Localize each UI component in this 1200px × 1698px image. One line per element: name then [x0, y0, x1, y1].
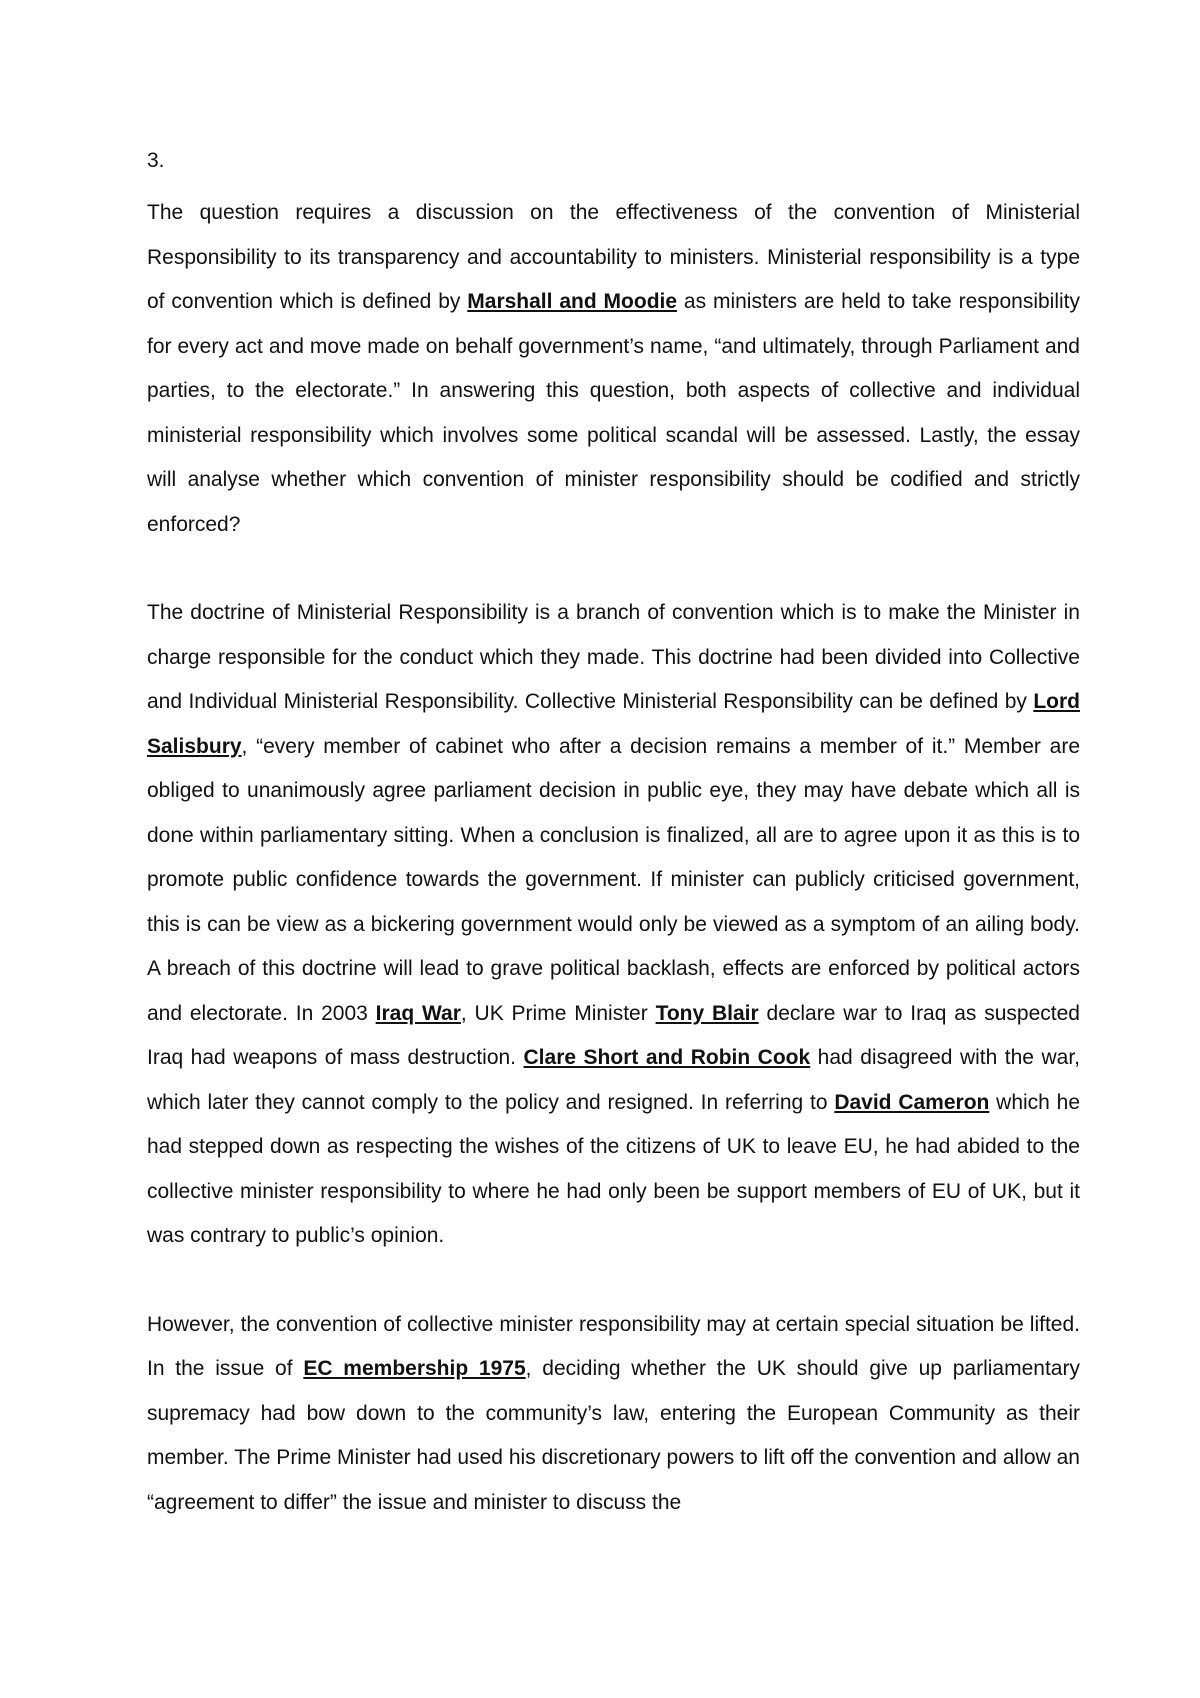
body-paragraph [147, 591, 1080, 1259]
case-reference: Marshall and Moodie [467, 290, 678, 313]
case-reference: EC membership 1975 [303, 1357, 526, 1380]
paragraph-text: had disagreed with the war, which later they cannot comply to the policy and resigned. In referring to [147, 1046, 1080, 1114]
case-reference: Lord Salisbury [147, 690, 1080, 758]
document-body [147, 191, 1080, 1525]
paragraph-text: , UK Prime Minister [460, 1001, 656, 1025]
case-reference: Tony Blair [655, 1001, 759, 1025]
case-reference: Iraq War [375, 1001, 461, 1025]
paragraph-text: The question requires a discussion on the effectiveness of the convention of Ministerial Responsibility to its transparency and accountability to ministers. Ministerial responsibility is a type of convention which is defined by [147, 201, 1080, 313]
case-reference: David Cameron [834, 1090, 990, 1114]
body-paragraph [147, 1303, 1080, 1526]
paragraph-text: as ministers are held to take responsibility for every act and move made on behalf government’s name, “and ultimately, through Parliament and parties, to the electorate.” In answering this question, both aspects of collective and individual ministerial responsibility which involves some political scandal will be assessed. Lastly, the essay will analyse whether which convention of minister responsibility should be codified and strictly enforced? [147, 290, 1080, 536]
paragraph-text: However, the convention of collective minister responsibility may at certain special situation be lifted. In the issue of [147, 1312, 1080, 1380]
paragraph-text: declare war to Iraq as suspected Iraq had weapons of mass destruction. [147, 1001, 1080, 1069]
case-reference: Clare Short and Robin Cook [523, 1046, 811, 1069]
paragraph-text: which he had stepped down as respecting the wishes of the citizens of UK to leave EU, he had abided to the collective minister responsibility to where he had only been be support members of EU of UK, but it was contrary to public’s opinion. [147, 1090, 1081, 1247]
question-number: 3. [147, 149, 165, 172]
paragraph-text: , “every member of cabinet who after a decision remains a member of it.” Member are obliged to unanimously agree parliament decision in public eye, they may have debate which all is done within parliamentary sitting. When a conclusion is finalized, all are to agree upon it as this is to promote public confidence towards the government. If minister can publicly criticised government, this is can be view as a bickering government would only be viewed as a symptom of an ailing body. A breach of this doctrine will lead to grave political backlash, effects are enforced by political actors and electorate. In 2003 [147, 734, 1080, 1025]
paragraph-text: The doctrine of Ministerial Responsibility is a branch of convention which is to make the Minister in charge responsible for the conduct which they made. This doctrine had been divided into Collective and Individual Ministerial Responsibility. Collective Ministerial Responsibility can be defined by [147, 601, 1080, 713]
body-paragraph [147, 191, 1080, 547]
paragraph-text: , deciding whether the UK should give up parliamentary supremacy had bow down to the community’s law, entering the European Community as their member. The Prime Minister had used his discretionary powers to lift off the convention and allow an “agreement to differ” the issue and minister to discuss the [147, 1357, 1080, 1514]
